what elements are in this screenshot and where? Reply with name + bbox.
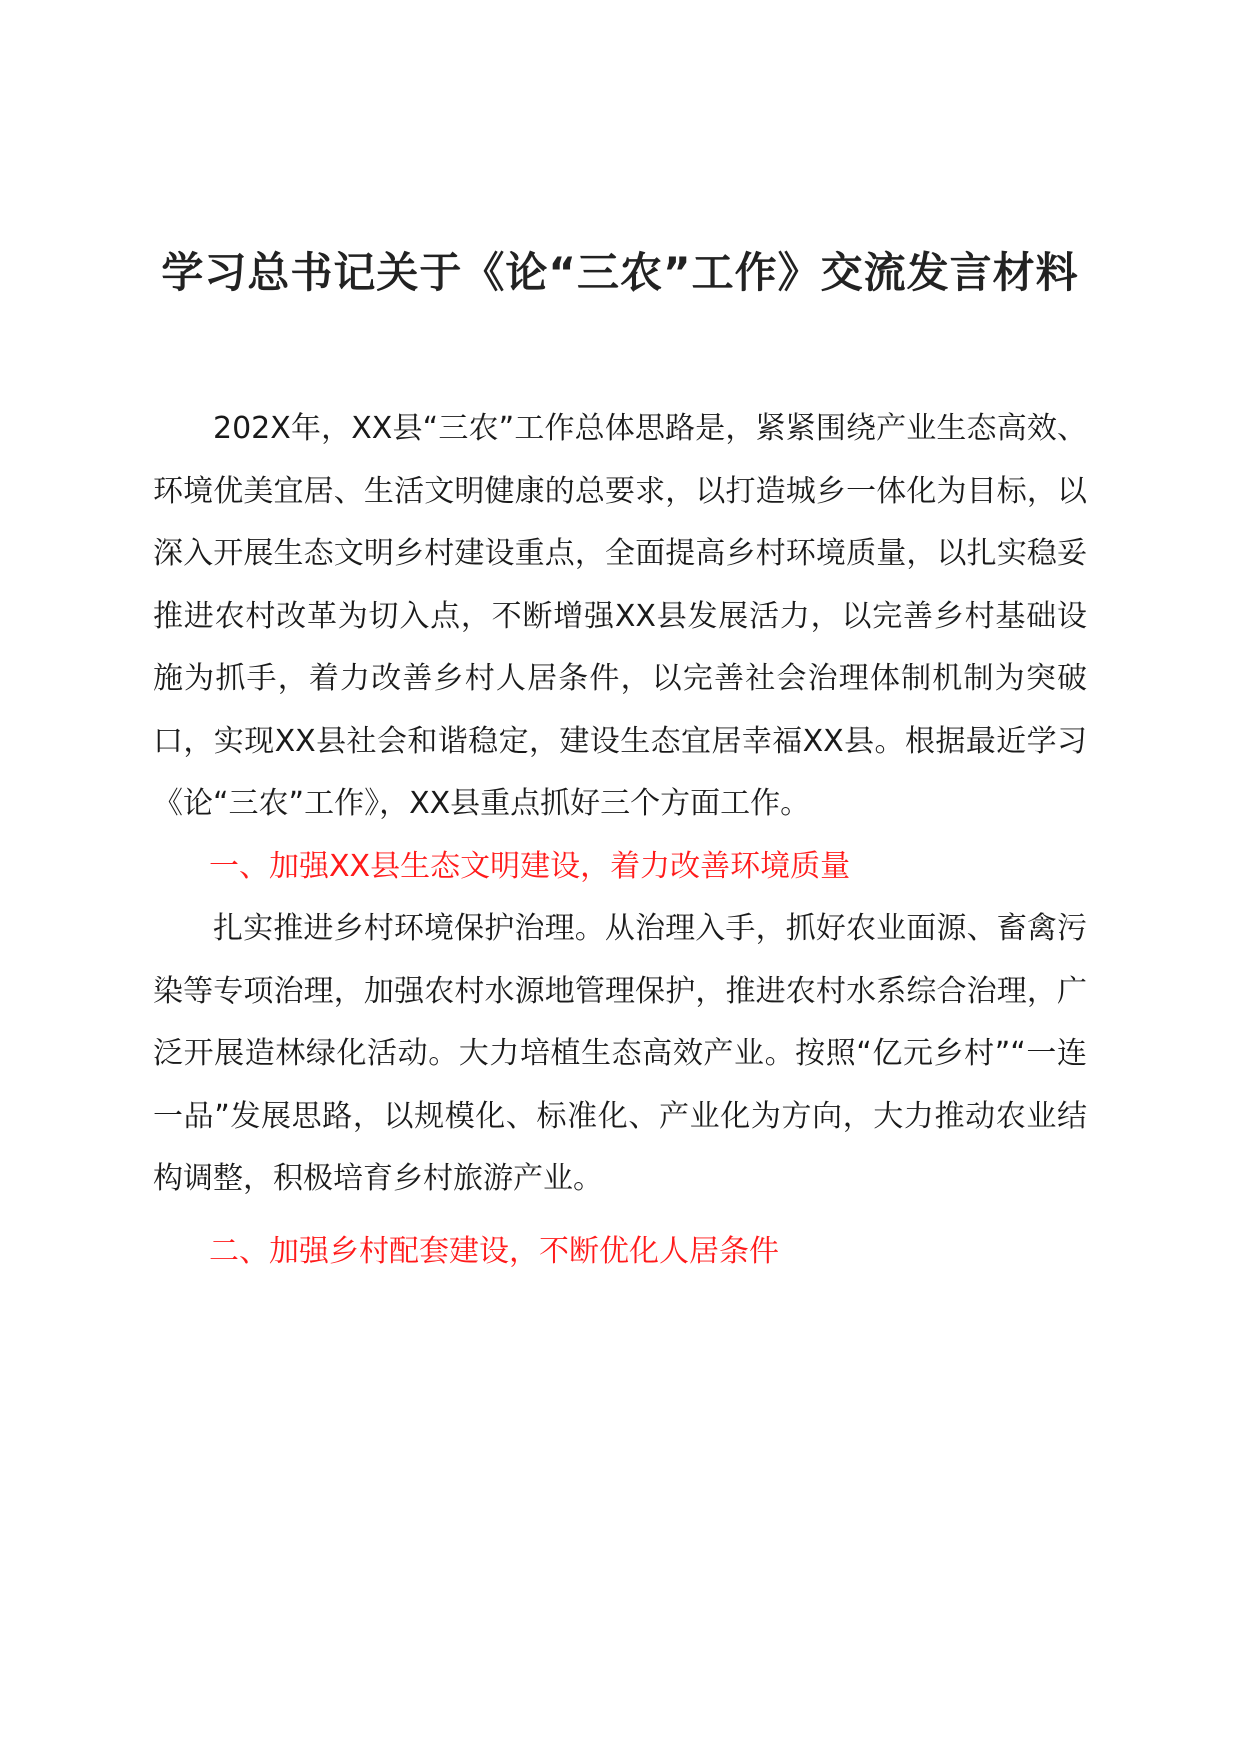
section-1-paragraph: 扎实推进乡村环境保护治理。从治理入手，抓好农业面源、畜禽污染等专项治理，加强农村水源地管理保护，推进农村水系综合治理，广泛开展造林绿化活动。大力培植生态高效产业。按照“亿元乡村”“一连一品”发展思路，以规模化、标准化、产业化为方向，大力推动农业结构调整，积极培育乡村旅游产业。 (153, 911, 1087, 1196)
document-title: 学习总书记关于《论“三农”工作》交流发言材料 (161, 248, 1079, 297)
section-heading-2: 二、加强乡村配套建设，不断优化人居条件 (209, 1233, 779, 1269)
document-body (153, 398, 1087, 1283)
section-heading-1: 一、加强XX县生态文明建设，着力改善环境质量 (209, 848, 851, 884)
intro-paragraph: 202X年，XX县“三农”工作总体思路是，紧紧围绕产业生态高效、环境优美宜居、生活文明健康的总要求，以打造城乡一体化为目标，以深入开展生态文明乡村建设重点，全面提高乡村环境质量，以扎实稳妥推进农村改革为切入点，不断增强XX县发展活力，以完善乡村基础设施为抓手，着力改善乡村人居条件，以完善社会治理体制机制为突破口，实现XX县社会和谐稳定，建设生态宜居幸福XX县。根据最近学习《论“三农”工作》，XX县重点抓好三个方面工作。 (153, 411, 1087, 821)
